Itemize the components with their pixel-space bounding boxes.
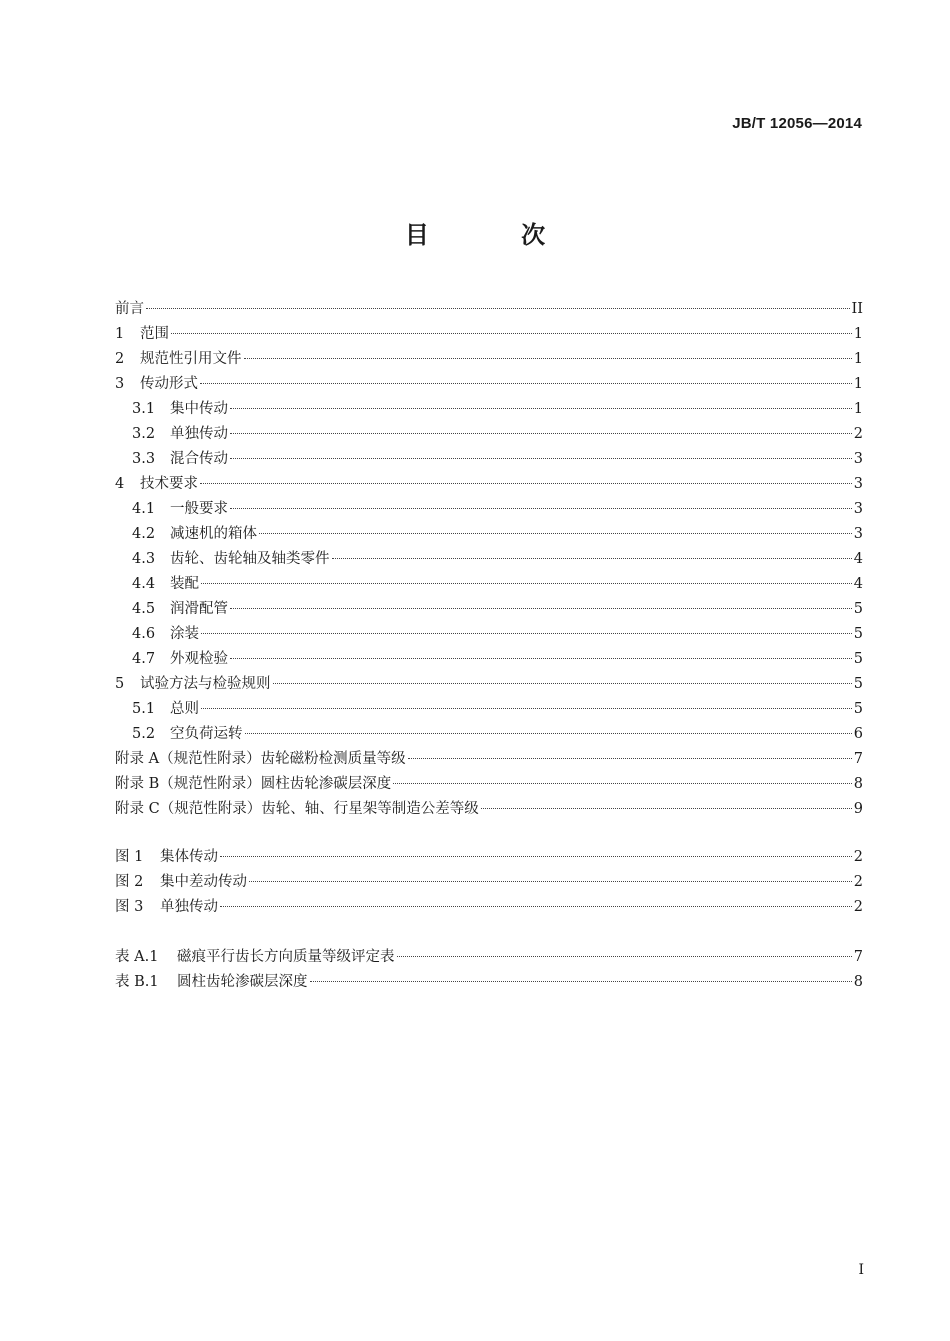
toc-entry-label: 范围 <box>140 326 169 342</box>
toc-entry-4-4[interactable] <box>115 572 863 597</box>
toc-entry-page: 5 <box>853 651 863 667</box>
toc-entry-number: 3.2 <box>132 426 156 442</box>
figure-entry-3[interactable] <box>115 895 863 920</box>
toc-entry-number: 2 <box>115 351 125 367</box>
dot-leader <box>310 980 852 982</box>
page-title: 目 次 <box>404 221 588 249</box>
table-label: 圆柱齿轮渗碳层深度 <box>177 974 308 990</box>
toc-entry-label: 附录 A（规范性附录）齿轮磁粉检测质量等级 <box>115 751 406 767</box>
toc-entry-page: 7 <box>853 751 863 767</box>
toc-entry-label: 单独传动 <box>170 426 228 442</box>
toc-entry-page: 4 <box>853 551 863 567</box>
toc-entry-annex-c[interactable] <box>115 797 863 822</box>
figure-entry-2[interactable] <box>115 870 863 895</box>
toc-entry-number: 4.5 <box>132 601 156 617</box>
toc-entry-3-3[interactable] <box>115 447 863 472</box>
dot-leader <box>245 732 852 734</box>
toc-entry-number: 5 <box>115 676 125 692</box>
dot-leader <box>393 782 852 784</box>
figure-label: 集中差动传动 <box>160 874 247 890</box>
toc-entry-number: 5.2 <box>132 726 156 742</box>
toc-entry-page: 1 <box>853 401 863 417</box>
toc-entry-page: 5 <box>853 676 863 692</box>
dot-leader <box>230 432 852 434</box>
toc-entry-label: 技术要求 <box>140 476 198 492</box>
toc-entry-page: 9 <box>853 801 863 817</box>
toc-entry-5[interactable] <box>115 672 863 697</box>
toc-entry-label: 齿轮、齿轮轴及轴类零件 <box>170 551 330 567</box>
dot-leader <box>332 557 852 559</box>
table-page: 8 <box>853 974 863 990</box>
figure-number: 图 2 <box>115 874 144 890</box>
toc-entry-5-2[interactable] <box>115 722 863 747</box>
table-number: 表 B.1 <box>115 974 159 990</box>
figure-number: 图 1 <box>115 849 144 865</box>
toc-entry-label: 集中传动 <box>170 401 228 417</box>
toc-entry-label: 附录 B（规范性附录）圆柱齿轮渗碳层深度 <box>115 776 392 792</box>
toc-list <box>115 297 863 822</box>
toc-entry-page: 5 <box>853 601 863 617</box>
dot-leader <box>200 482 852 484</box>
toc-entry-label: 涂装 <box>170 626 199 642</box>
table-label: 磁痕平行齿长方向质量等级评定表 <box>177 949 395 965</box>
table-number: 表 A.1 <box>115 949 159 965</box>
toc-entry-3[interactable] <box>115 372 863 397</box>
dot-leader <box>244 357 852 359</box>
toc-entry-page: 8 <box>853 776 863 792</box>
toc-entry-4-3[interactable] <box>115 547 863 572</box>
toc-entry-label: 规范性引用文件 <box>140 351 242 367</box>
toc-entry-number: 3 <box>115 376 125 392</box>
toc-entry-label: 前言 <box>115 301 144 317</box>
dot-leader <box>397 955 852 957</box>
toc-entry-annex-b[interactable] <box>115 772 863 797</box>
dot-leader <box>230 457 852 459</box>
toc-entry-label: 一般要求 <box>170 501 228 517</box>
toc-entry-label: 试验方法与检验规则 <box>140 676 271 692</box>
dot-leader <box>230 507 852 509</box>
dot-leader <box>230 607 852 609</box>
toc-entry-page: 3 <box>853 451 863 467</box>
toc-entry-page: 3 <box>853 476 863 492</box>
dot-leader <box>249 880 852 882</box>
toc-entry-page: 4 <box>853 576 863 592</box>
toc-entry-page: II <box>851 301 863 317</box>
toc-entry-label: 混合传动 <box>170 451 228 467</box>
figure-number: 图 3 <box>115 899 144 915</box>
toc-entry-label: 传动形式 <box>140 376 198 392</box>
dot-leader <box>259 532 852 534</box>
toc-entry-page: 3 <box>853 501 863 517</box>
dot-leader <box>220 855 852 857</box>
toc-entry-label: 装配 <box>170 576 199 592</box>
toc-entry-number: 4 <box>115 476 125 492</box>
dot-leader <box>201 632 852 634</box>
toc-entry-number: 3.3 <box>132 451 156 467</box>
toc-entry-number: 4.3 <box>132 551 156 567</box>
toc-entry-page: 3 <box>853 526 863 542</box>
toc-entry-number: 4.4 <box>132 576 156 592</box>
toc-entry-label: 附录 C（规范性附录）齿轮、轴、行星架等制造公差等级 <box>115 801 479 817</box>
dot-leader <box>201 707 852 709</box>
dot-leader <box>408 757 852 759</box>
toc-entry-label: 减速机的箱体 <box>170 526 257 542</box>
toc-entry-4-1[interactable] <box>115 497 863 522</box>
figure-label: 集体传动 <box>160 849 218 865</box>
toc-entry-5-1[interactable] <box>115 697 863 722</box>
toc-entry-foreword[interactable] <box>115 297 863 322</box>
toc-entry-number: 4.6 <box>132 626 156 642</box>
toc-entry-page: 5 <box>853 626 863 642</box>
figure-list <box>115 845 863 920</box>
toc-entry-3-1[interactable] <box>115 397 863 422</box>
figure-page: 2 <box>853 874 863 890</box>
standard-code: JB/T 12056—2014 <box>732 115 862 132</box>
dot-leader <box>200 382 852 384</box>
toc-entry-4-2[interactable] <box>115 522 863 547</box>
toc-entry-4-6[interactable] <box>115 622 863 647</box>
toc-entry-label: 外观检验 <box>170 651 228 667</box>
dot-leader <box>146 307 850 309</box>
dot-leader <box>220 905 852 907</box>
toc-entry-number: 4.7 <box>132 651 156 667</box>
page-number: I <box>858 1262 864 1278</box>
toc-entry-number: 3.1 <box>132 401 156 417</box>
toc-entry-page: 1 <box>853 351 863 367</box>
figure-page: 2 <box>853 849 863 865</box>
toc-entry-3-2[interactable] <box>115 422 863 447</box>
toc-entry-label: 总则 <box>170 701 199 717</box>
dot-leader <box>481 807 852 809</box>
table-entry-a1[interactable] <box>115 945 863 970</box>
dot-leader <box>230 407 852 409</box>
toc-entry-page: 2 <box>853 426 863 442</box>
toc-entry-4-7[interactable] <box>115 647 863 672</box>
table-entry-b1[interactable] <box>115 970 863 995</box>
toc-entry-number: 5.1 <box>132 701 156 717</box>
dot-leader <box>230 657 852 659</box>
toc-entry-number: 1 <box>115 326 125 342</box>
toc-entry-4-5[interactable] <box>115 597 863 622</box>
toc-entry-label: 润滑配管 <box>170 601 228 617</box>
toc-entry-number: 4.2 <box>132 526 156 542</box>
toc-entry-2[interactable] <box>115 347 863 372</box>
dot-leader <box>171 332 852 334</box>
toc-entry-1[interactable] <box>115 322 863 347</box>
toc-entry-number: 4.1 <box>132 501 156 517</box>
toc-entry-page: 1 <box>853 326 863 342</box>
toc-entry-label: 空负荷运转 <box>170 726 243 742</box>
toc-entry-4[interactable] <box>115 472 863 497</box>
figure-label: 单独传动 <box>160 899 218 915</box>
dot-leader <box>201 582 852 584</box>
figure-entry-1[interactable] <box>115 845 863 870</box>
toc-entry-page: 5 <box>853 701 863 717</box>
dot-leader <box>273 682 852 684</box>
toc-entry-annex-a[interactable] <box>115 747 863 772</box>
toc-entry-page: 1 <box>853 376 863 392</box>
toc-entry-page: 6 <box>853 726 863 742</box>
table-page: 7 <box>853 949 863 965</box>
table-list <box>115 945 863 995</box>
figure-page: 2 <box>853 899 863 915</box>
